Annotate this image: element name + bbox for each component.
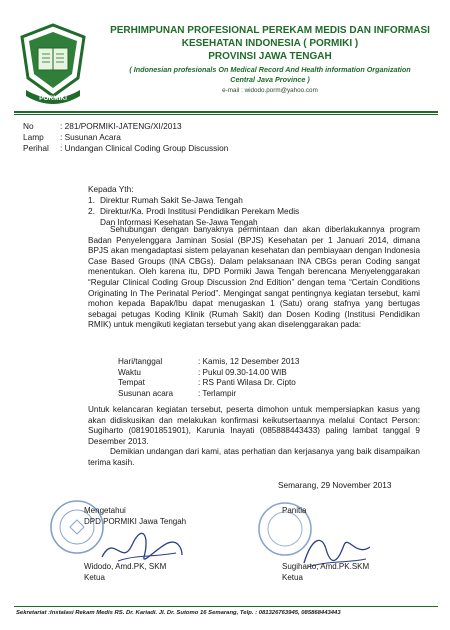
detail-row: Tempat : RS Panti Wilasa Dr. Cipto bbox=[118, 378, 296, 388]
pormiki-logo-icon bbox=[16, 22, 90, 106]
footer-rule bbox=[14, 606, 438, 607]
signature-left bbox=[84, 505, 186, 583]
org-name-line1: PERHIMPUNAN PROFESIONAL PEREKAM MEDIS DAN INFORMASI bbox=[110, 25, 430, 36]
body-paragraph-2: Untuk kelancaran kegiatan tersebut, peserta dimohon untuk mempersiapkan kasus yang akan didiskusikan dan melakukan konfirmasi keikutsertaannya melalui Contact Person: Sugiharto (081901851901), Karunia Inayati (085888443433) paling lambat tanggal 9 Desember 2013. bbox=[88, 405, 420, 446]
sig-left-role: Ketua bbox=[84, 573, 105, 582]
detail-row: Susunan acara : Terlampir bbox=[118, 388, 237, 398]
sig-left-line2: DPD PORMIKI Jawa Tengah bbox=[84, 517, 187, 526]
sig-right-name: Sugiharto, Amd.PK.SKM bbox=[282, 562, 370, 571]
org-province: PROVINSI JAWA TENGAH bbox=[208, 51, 332, 62]
meta-number: No : 281/PORMIKI-JATENG/XI/2013 bbox=[23, 121, 182, 131]
recipient-item: Dan Informasi Kesehatan Se-Jawa Tengah bbox=[100, 217, 258, 227]
letterhead bbox=[100, 24, 440, 95]
letterhead-rule bbox=[14, 111, 438, 113]
meta-subject: Perihal : Undangan Clinical Coding Group Discussion bbox=[23, 143, 229, 153]
recipient-item: 1. Direktur Rumah Sakit Se-Jawa Tengah bbox=[88, 195, 243, 205]
sig-right-role: Ketua bbox=[282, 573, 303, 582]
letterhead-rule-thin bbox=[14, 114, 438, 115]
sig-right-line1: Panitia bbox=[282, 506, 307, 515]
letter-date: Semarang, 29 November 2013 bbox=[278, 480, 392, 490]
detail-row: Hari/tanggal : Kamis, 12 Desember 2013 bbox=[118, 357, 300, 366]
org-name-line2: KESEHATAN INDONESIA ( PORMIKI ) bbox=[181, 38, 359, 49]
org-english-line2: Central Java Province ) bbox=[230, 75, 310, 84]
detail-row: Waktu : Pukul 09.30-14.00 WIB bbox=[118, 367, 287, 377]
meta-attachment: Lamp : Susunan Acara bbox=[23, 132, 121, 142]
letter-meta bbox=[23, 121, 228, 154]
letter-body-closing bbox=[88, 405, 420, 469]
body-paragraph-3: Demikian undangan dari kami, atas perhatian dan kerjasanya yang baik disampaikan terima kasih. bbox=[88, 447, 420, 467]
letter-body bbox=[88, 225, 420, 331]
recipients bbox=[88, 184, 388, 228]
svg-text:PORMIKI: PORMIKI bbox=[39, 95, 67, 102]
sig-right-spacer bbox=[282, 516, 369, 527]
org-email: e-mail : widodo.porm@yahoo.com bbox=[222, 87, 318, 94]
sig-left-line1: Mengetahui bbox=[84, 506, 126, 515]
body-paragraph-1: Sehubungan dengan banyaknya permintaan dan akan diberlakukannya program Badan Penyelenggara Jaminan Sosial (BPJS) Kesehatan per 1 Januari 2014, dimana BPJS akan mengadaptasi sistem pelayanan kesehatan dan pembiayaan dengan Indonesia Case Based Groups (INA CBGs). Dalam pelaksanaan INA CBGs peran Coding sangat menentukan. Oleh karena itu, DPD Pormiki Jawa Tengah berencana Menyelenggarakan “Regular Clinical Coding Group Discussion 2nd Edition” dengan tema “Certain Conditions Originating In The Perinatal Period”. Mengingat sangat pentingnya kegiatan tersebut, kami mohon kepada Bapak/Ibu dapat menugaskan 1 (Satu) orang stafnya yang bertugas sebagai petugas Koding Klinik (Rumah Sakit) dan Dosen Koding (Institusi Pendidikan RMIK) untuk mengikuti kegiatan tersebut yang akan diselenggarakan pada: bbox=[88, 225, 420, 330]
footer-secretariat: Sekretariat :Instalasi Rekam Medis RS. Dr. Kariadi. Jl. Dr. Sutomo 16 Semarang, Telp. : 081326763945, 085868443443 bbox=[16, 610, 341, 616]
event-details bbox=[118, 357, 299, 399]
recipient-item: 2. Direktur/Ka. Prodi Institusi Pendidikan Perekam Medis bbox=[88, 206, 300, 216]
recipients-heading: Kepada Yth: bbox=[88, 184, 134, 194]
sig-left-name: Widodo, Amd.PK, SKM bbox=[84, 562, 167, 571]
signature-right bbox=[282, 505, 369, 583]
org-english-line1: ( Indonesian profesionals On Medical Record And Health information Organization bbox=[129, 65, 411, 74]
